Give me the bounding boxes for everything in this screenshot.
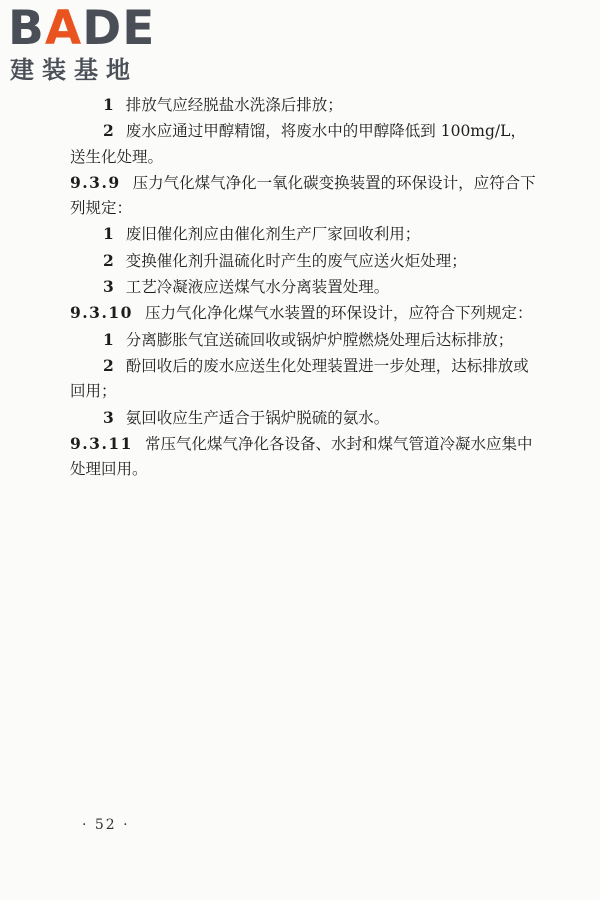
- clause-number: 9.3.9: [70, 172, 121, 192]
- item-number: 3: [103, 407, 114, 427]
- item-number: 1: [103, 95, 114, 114]
- item-number: 2: [103, 355, 114, 375]
- list-item: [70, 92, 538, 118]
- document-body: [70, 92, 538, 482]
- item-text: 变换催化剂升温硫化时产生的废气应送火炬处理；: [125, 251, 467, 270]
- list-item: [70, 118, 538, 170]
- clause-number: 9.3.10: [70, 303, 133, 323]
- item-number: 2: [103, 121, 114, 141]
- clause: [70, 170, 538, 222]
- logo-subtitle: 建装基地: [10, 56, 138, 84]
- item-text: 排放气应经脱盐水洗涤后排放；: [125, 96, 343, 114]
- item-number: 2: [103, 250, 114, 270]
- list-item: [70, 405, 538, 431]
- item-text: 氨回收应生产适合于锅炉脱硫的氨水。: [125, 408, 390, 427]
- clause: [70, 431, 538, 483]
- bade-logo: [8, 1, 178, 86]
- item-number: 1: [103, 329, 114, 349]
- list-item: [70, 274, 538, 300]
- clause-text: 常压气化煤气净化各设备、水封和煤气管道冷凝水应集中处理回用。: [70, 434, 533, 479]
- item-text: 酚回收后的废水应送生化处理装置进一步处理，达标排放或回用；: [70, 356, 529, 401]
- page-number: · 52 ·: [82, 817, 130, 833]
- list-item: [70, 248, 538, 274]
- item-number: 3: [103, 277, 114, 297]
- item-text: 废旧催化剂应由催化剂生产厂家回收利用；: [125, 225, 421, 244]
- logo-wordmark: BADE: [8, 1, 156, 56]
- list-item: [70, 353, 538, 405]
- list-item: [70, 221, 538, 247]
- item-text: 分离膨胀气宜送硫回收或锅炉炉膛燃烧处理后达标排放；: [125, 330, 514, 349]
- clause-number: 9.3.11: [70, 433, 133, 453]
- item-number: 1: [103, 224, 114, 244]
- item-text: 废水应通过甲醇精馏，将废水中的甲醇降低到 100mg/L，送生化处理。: [70, 122, 526, 166]
- item-text: 工艺冷凝液应送煤气水分离装置处理。: [125, 278, 390, 297]
- clause: [70, 300, 538, 326]
- list-item: [70, 327, 538, 353]
- logo-accent-letter: A: [44, 1, 83, 56]
- clause-text: 压力气化煤气净化一氧化碳变换装置的环保设计，应符合下列规定：: [70, 173, 536, 218]
- clause-text: 压力气化净化煤气水装置的环保设计，应符合下列规定：: [144, 304, 533, 323]
